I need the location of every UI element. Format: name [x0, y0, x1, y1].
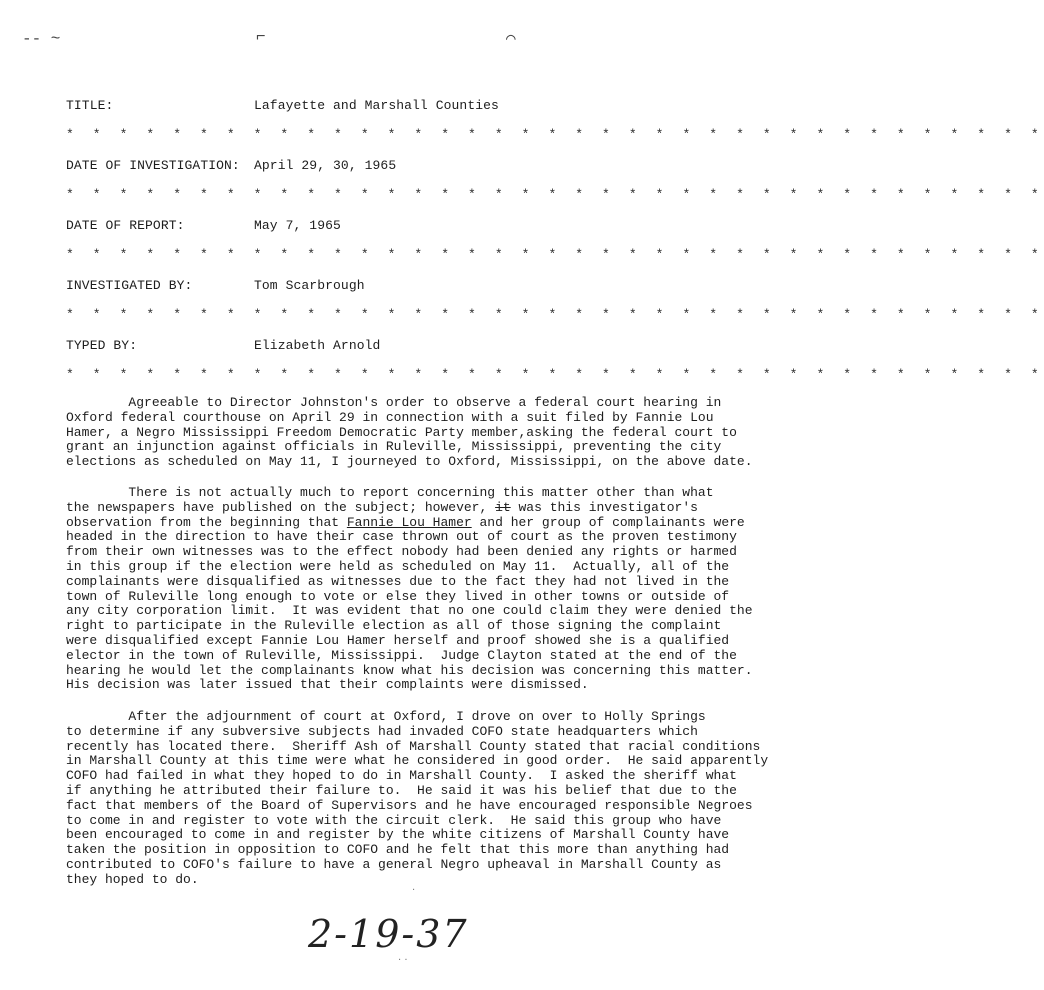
- text-line: [66, 501, 756, 516]
- text-line: hearing he would let the complainants know what his decision was concerning this matter.: [66, 662, 753, 678]
- text-line: After the adjournment of court at Oxford, I drove on over to Holly Springs: [66, 709, 706, 724]
- text-line: to determine if any subversive subjects had invaded COFO state headquarters which: [66, 723, 698, 739]
- typed-by-value: Elizabeth Arnold: [254, 338, 381, 353]
- text-line: headed in the direction to have their case thrown out of court as the proven testimony: [66, 529, 737, 545]
- title-value: Lafayette and Marshall Counties: [254, 98, 499, 113]
- text-line: COFO had failed in what they hoped to do in Marshall County. I asked the sheriff what: [66, 768, 737, 784]
- date-of-investigation-value: April 29, 30, 1965: [254, 158, 397, 173]
- date-of-report-value: May 7, 1965: [254, 218, 341, 233]
- separator: * * * * * * * * * * * * * * * * * * * * * * * * * * * * * * * * * * * * *: [66, 247, 1044, 262]
- text-segment: the newspapers have published on the subject; however,: [66, 499, 496, 515]
- text-line: [66, 516, 756, 531]
- text-line: from their own witnesses was to the effect nobody had been denied any rights or harmed: [66, 544, 737, 560]
- scan-mark: ·: [412, 885, 416, 896]
- date-of-report-label: DATE OF REPORT:: [66, 218, 185, 233]
- separator: * * * * * * * * * * * * * * * * * * * * * * * * * * * * * * * * * * * * *: [66, 127, 1044, 142]
- separator: * * * * * * * * * * * * * * * * * * * * * * * * * * * * * * * * * * * * *: [66, 307, 1044, 322]
- scan-mark: ⌐: [256, 28, 266, 46]
- text-line: they hoped to do.: [66, 871, 199, 887]
- scan-mark: -- ~: [22, 30, 61, 48]
- text-line: elections as scheduled on May 11, I journeyed to Oxford, Mississippi, on the above date.: [66, 454, 753, 470]
- scan-mark: ⌒: [506, 30, 516, 48]
- text-line: complainants were disqualified as witnesses due to the fact they had not lived in the: [66, 573, 730, 589]
- paragraph-3: [66, 709, 769, 888]
- text-line: grant an injunction against officials in Ruleville, Mississippi, preventing the city: [66, 439, 722, 455]
- separator: * * * * * * * * * * * * * * * * * * * * * * * * * * * * * * * * * * * * *: [66, 367, 1044, 382]
- text-line: Oxford federal courthouse on April 29 in connection with a suit filed by Fannie Lou: [66, 409, 714, 425]
- text-line: any city corporation limit. It was evident that no one could claim they were denied the: [66, 603, 753, 619]
- text-line: to come in and register to vote with the circuit clerk. He said this group who have: [66, 812, 722, 828]
- text-line: town of Ruleville long enough to vote or else they lived in other towns or outside of: [66, 588, 730, 604]
- title-label: TITLE:: [66, 98, 114, 113]
- typed-by-field: [66, 338, 380, 353]
- investigated-by-value: Tom Scarbrough: [254, 278, 365, 293]
- text-line: taken the position in opposition to COFO and he felt that this more than anything had: [66, 842, 730, 858]
- text-line: been encouraged to come in and register by the white citizens of Marshall County have: [66, 827, 730, 843]
- handwritten-file-number: 2-19-37: [308, 912, 469, 956]
- text-line: in this group if the election were held as scheduled on May 11. Actually, all of the: [66, 558, 730, 574]
- date-of-investigation-label: DATE OF INVESTIGATION:: [66, 158, 240, 173]
- investigated-by-label: INVESTIGATED BY:: [66, 278, 193, 293]
- text-segment: and her group of complainants were: [471, 514, 745, 530]
- paragraph-1: [66, 396, 756, 470]
- underlined-name: Fannie Lou Hamer: [346, 514, 472, 530]
- text-line: His decision was later issued that their complaints were dismissed.: [66, 677, 589, 693]
- scan-mark: · ·: [398, 955, 408, 966]
- text-line: Hamer, a Negro Mississippi Freedom Democratic Party member,asking the federal court to: [66, 424, 737, 440]
- text-line: recently has located there. Sheriff Ash of Marshall County stated that racial conditions: [66, 738, 761, 754]
- separator: * * * * * * * * * * * * * * * * * * * * * * * * * * * * * * * * * * * * *: [66, 187, 1044, 202]
- struck-text: it: [495, 499, 511, 515]
- investigated-by-field: [66, 278, 365, 293]
- date-of-investigation-field: [66, 158, 396, 173]
- paragraph-2: [66, 486, 756, 693]
- text-line: There is not actually much to report concerning this matter other than what: [66, 485, 714, 500]
- text-line: right to participate in the Ruleville election as all of those signing the complaint: [66, 618, 722, 634]
- text-line: in Marshall County at this time were what he considered in good order. He said apparently: [66, 753, 769, 769]
- text-line: if anything he attributed their failure to. He said it was his belief that due to the: [66, 782, 737, 798]
- text-line: elector in the town of Ruleville, Mississippi. Judge Clayton stated at the end of the: [66, 647, 737, 663]
- title-field: [66, 98, 499, 113]
- text-line: fact that members of the Board of Supervisors and he have encouraged responsible Negroes: [66, 797, 753, 813]
- text-segment: was this investigator's: [510, 499, 698, 515]
- text-line: were disqualified except Fannie Lou Hamer herself and proof showed she is a qualified: [66, 632, 730, 648]
- date-of-report-field: [66, 218, 341, 233]
- text-line: Agreeable to Director Johnston's order to observe a federal court hearing in: [66, 395, 722, 410]
- text-line: contributed to COFO's failure to have a general Negro upheaval in Marshall County as: [66, 856, 722, 872]
- text-segment: observation from the beginning that: [66, 514, 347, 530]
- typed-by-label: TYPED BY:: [66, 338, 138, 353]
